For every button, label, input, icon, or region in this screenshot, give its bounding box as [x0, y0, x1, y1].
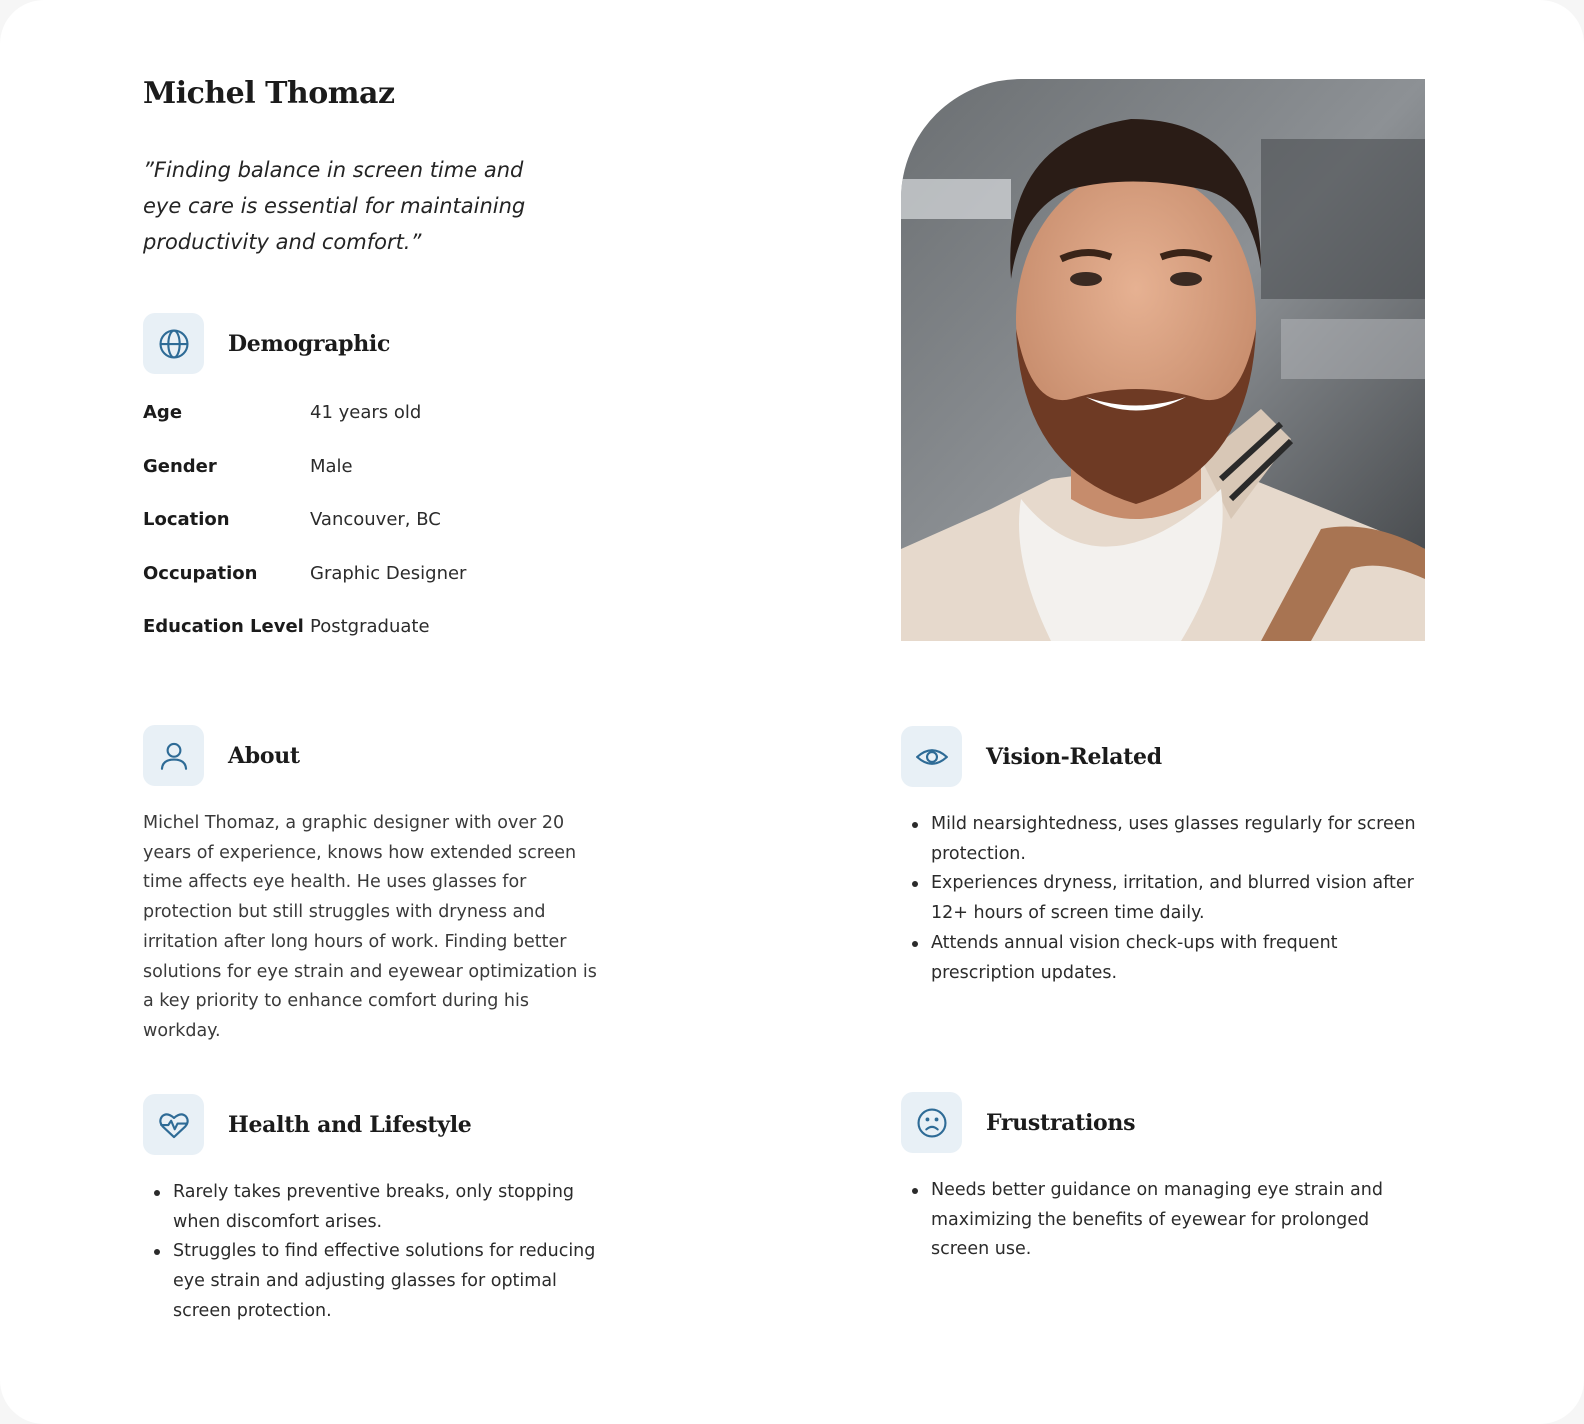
list-item: Needs better guidance on managing eye strain and maximizing the benefits of eyewear for prolonged screen use. [901, 1176, 1431, 1265]
vision-title: Vision-Related [986, 743, 1162, 770]
demographic-title: Demographic [228, 330, 391, 357]
demographic-row-education [143, 600, 466, 654]
persona-quote: ”Finding balance in screen time and eye care is essential for maintaining productivity and comfort.” [143, 158, 526, 254]
health-title: Health and Lifestyle [228, 1111, 472, 1138]
gender-label: Gender [143, 455, 217, 477]
eye-icon [901, 726, 962, 787]
occupation-value: Graphic Designer [310, 562, 467, 584]
location-label: Location [143, 509, 230, 531]
gender-value: Male [310, 455, 353, 477]
list-item: Mild nearsightedness, uses glasses regularly for screen protection. [901, 810, 1431, 869]
age-label: Age [143, 402, 183, 424]
about-title: About [228, 742, 300, 769]
list-item: Struggles to find effective solutions for reducing eye strain and adjusting glasses for optimal screen protection. [143, 1237, 613, 1326]
age-value: 41 years old [310, 402, 422, 424]
education-label: Education Level [143, 616, 304, 638]
list-item: Attends annual vision check-ups with frequent prescription updates. [901, 929, 1431, 988]
persona-name: Michel Thomaz [143, 76, 395, 111]
demographic-table [143, 386, 466, 654]
portrait-photo [901, 79, 1425, 641]
health-header [143, 1094, 471, 1155]
vision-header [901, 726, 1162, 787]
demographic-header [143, 313, 390, 374]
frustrations-header [901, 1092, 1135, 1153]
list-item: Rarely takes preventive breaks, only stopping when discomfort arises. [143, 1178, 613, 1237]
frustrations-title: Frustrations [986, 1109, 1136, 1136]
education-value: Postgraduate [310, 616, 430, 638]
occupation-label: Occupation [143, 562, 258, 584]
globe-icon [143, 313, 204, 374]
demographic-row-location [143, 493, 466, 547]
frustrations-list [901, 1176, 1431, 1265]
about-text: Michel Thomaz, a graphic designer with over 20 years of experience, knows how extended screen time affects eye health. He uses glasses for protection but still struggles with dryness and irritation after long hours of work. Finding better solutions for eye strain and eyewear optimization is a key priority to enhance comfort during his workday. [143, 813, 597, 1041]
about-header [143, 725, 300, 786]
list-item: Experiences dryness, irritation, and blurred vision after 12+ hours of screen time daily. [901, 869, 1431, 928]
health-list [143, 1178, 613, 1327]
demographic-row-age [143, 386, 466, 440]
heart-pulse-icon [143, 1094, 204, 1155]
sad-face-icon [901, 1092, 962, 1153]
demographic-row-gender [143, 440, 466, 494]
demographic-row-occupation [143, 547, 466, 601]
user-icon [143, 725, 204, 786]
location-value: Vancouver, BC [310, 509, 441, 531]
vision-list [901, 810, 1431, 988]
